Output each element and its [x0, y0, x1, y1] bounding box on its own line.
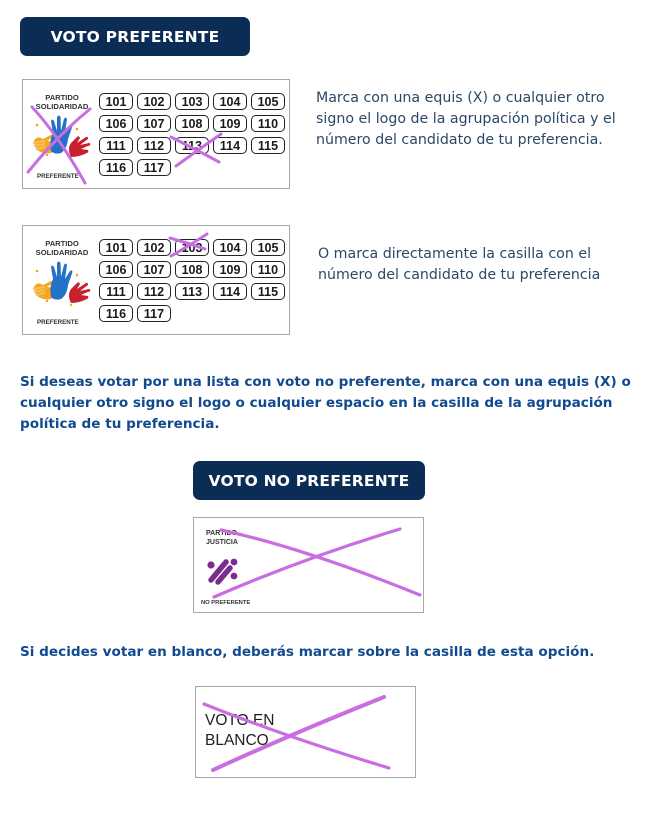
candidate-box-101[interactable]: 101	[99, 93, 133, 110]
voto-en-blanco-label	[205, 711, 274, 751]
candidate-box-103[interactable]: 103	[175, 93, 209, 110]
party-name	[206, 529, 238, 547]
candidate-box-107[interactable]: 107	[137, 261, 171, 278]
candidate-box-108[interactable]: 108	[175, 115, 209, 132]
candidate-box-112[interactable]: 112	[137, 283, 171, 300]
justicia-logo-icon	[206, 556, 240, 586]
ballot-example-preferente-number-only	[22, 225, 290, 335]
candidate-box-111[interactable]: 111	[99, 283, 133, 300]
candidate-box-109[interactable]: 109	[213, 115, 247, 132]
party-name	[27, 93, 97, 111]
candidate-box-103[interactable]: 103	[175, 239, 209, 256]
candidate-box-107[interactable]: 107	[137, 115, 171, 132]
instruction-mark-number-only: O marca directamente la casilla con el número del candidato de tu preferencia	[318, 246, 601, 283]
voto-no-preferente-heading-text: VOTO NO PREFERENTE	[208, 471, 410, 490]
hands-logo-icon	[31, 259, 95, 309]
no-preferente-instructions: Si deseas votar por una lista con voto no preferente, marca con una equis (X) o cualquier otro signo el logo o cualquier espacio en la casilla de la agrupación política de tu preferencia.	[20, 374, 631, 432]
party-name-line1: PARTIDO	[45, 93, 79, 102]
instruction-mark-logo-and-number: Marca con una equis (X) o cualquier otro signo el logo de la agrupación política y el número del candidato de tu preferencia.	[316, 90, 616, 148]
candidate-box-104[interactable]: 104	[213, 93, 247, 110]
candidate-box-104[interactable]: 104	[213, 239, 247, 256]
voto-preferente-heading	[20, 17, 250, 56]
party-name-line1: PARTIDO	[206, 530, 237, 537]
candidate-box-101[interactable]: 101	[99, 239, 133, 256]
ballot-type-label: NO PREFERENTE	[201, 600, 251, 606]
ballot-type-label: PREFERENTE	[37, 319, 79, 326]
candidate-box-115[interactable]: 115	[251, 137, 285, 154]
ballot-example-preferente-logo-and-number	[22, 79, 290, 189]
candidate-box-116[interactable]: 116	[99, 305, 133, 322]
voto-no-preferente-heading	[193, 461, 425, 500]
ballot-example-no-preferente[interactable]	[193, 517, 424, 613]
candidate-box-106[interactable]: 106	[99, 261, 133, 278]
candidate-box-105[interactable]: 105	[251, 93, 285, 110]
party-name-line2: SOLIDARIDAD	[35, 248, 89, 257]
party-name-line2: JUSTICIA	[206, 539, 238, 546]
candidate-box-114[interactable]: 114	[213, 137, 247, 154]
voto-blanco-instructions: Si decides votar en blanco, deberás marcar sobre la casilla de esta opción.	[20, 644, 595, 660]
candidate-box-112[interactable]: 112	[137, 137, 171, 154]
party-name	[27, 239, 97, 257]
candidate-box-102[interactable]: 102	[137, 93, 171, 110]
candidate-box-108[interactable]: 108	[175, 261, 209, 278]
candidate-box-117[interactable]: 117	[137, 159, 171, 176]
candidate-box-115[interactable]: 115	[251, 283, 285, 300]
candidate-box-110[interactable]: 110	[251, 261, 285, 278]
voto-en-blanco-line1: VOTO EN	[205, 712, 275, 729]
ballot-type-label: PREFERENTE	[37, 173, 79, 180]
voto-en-blanco-line2: BLANCO	[205, 732, 269, 749]
party-name-line1: PARTIDO	[45, 239, 79, 248]
candidate-box-114[interactable]: 114	[213, 283, 247, 300]
candidate-box-113[interactable]: 113	[175, 283, 209, 300]
ballot-example-voto-en-blanco[interactable]	[195, 686, 416, 778]
candidate-box-117[interactable]: 117	[137, 305, 171, 322]
candidate-box-105[interactable]: 105	[251, 239, 285, 256]
candidate-box-113[interactable]: 113	[175, 137, 209, 154]
candidate-box-102[interactable]: 102	[137, 239, 171, 256]
hands-logo-icon	[31, 113, 95, 163]
candidate-box-116[interactable]: 116	[99, 159, 133, 176]
candidate-box-111[interactable]: 111	[99, 137, 133, 154]
candidate-box-109[interactable]: 109	[213, 261, 247, 278]
candidate-box-106[interactable]: 106	[99, 115, 133, 132]
voto-preferente-heading-text: VOTO PREFERENTE	[50, 27, 220, 46]
party-name-line2: SOLIDARIDAD	[35, 102, 89, 111]
candidate-box-110[interactable]: 110	[251, 115, 285, 132]
